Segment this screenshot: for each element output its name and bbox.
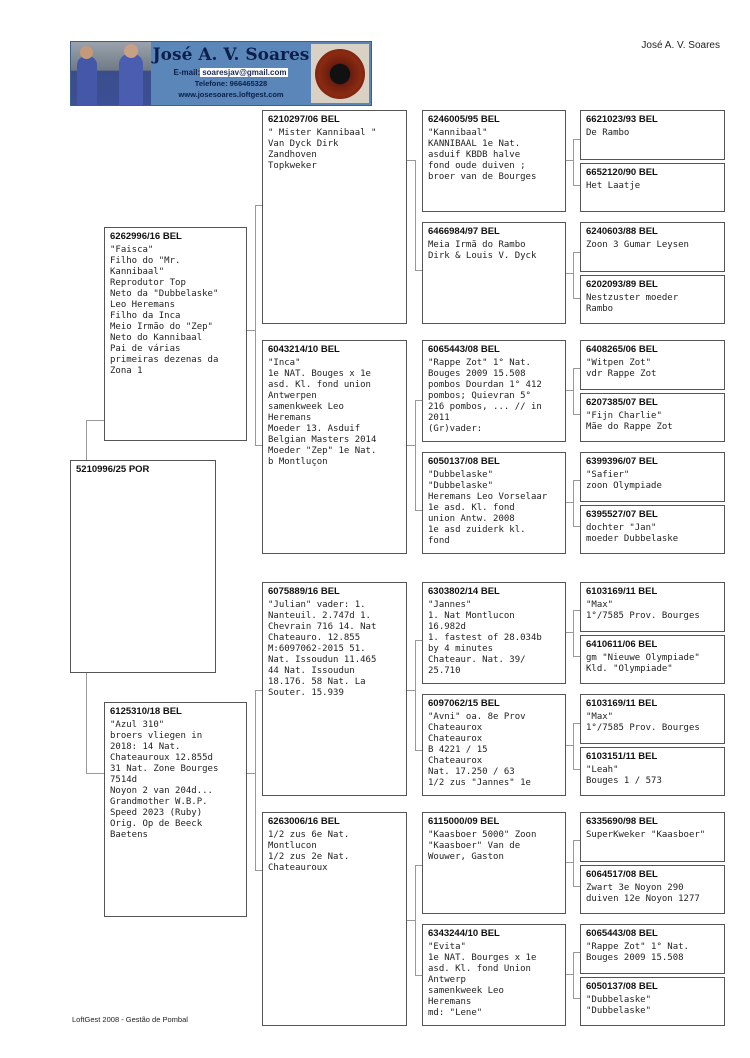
- ring-number: 6207385/07 BEL: [586, 397, 658, 408]
- pigeon-info: Zoon 3 Gumar Leysen: [586, 240, 689, 250]
- banner-email: [151, 68, 311, 78]
- ring-number: 6466984/97 BEL: [428, 226, 500, 237]
- pigeon-info: "Kannibaal" KANNIBAAL 1e Nat. asduif KBDB halve fond oude duiven ; broer van de Bourges: [428, 128, 537, 182]
- pigeon-info: Zwart 3e Noyon 290 duiven 12e Noyon 1277: [586, 883, 700, 904]
- pigeon-info: De Rambo: [586, 128, 630, 138]
- header-breeder-name: José A. V. Soares: [641, 40, 720, 51]
- pedigree-dddd[interactable]: [580, 977, 725, 1026]
- ring-number: 6343244/10 BEL: [428, 928, 500, 939]
- pigeon-info: "Julian" vader: 1. Nanteuil. 2.747d 1. Chevrain 716 14. Nat Chateauro. 12.855 M:6097062-2015 51. Nat. Issoudun 11.465 44 Nat. Issoudun 18.176. 58 Nat. La Souter. 15.939: [268, 600, 377, 698]
- footer-text: LoftGest 2008 - Gestão de Pombal: [72, 1015, 188, 1024]
- ring-number: 6103169/11 BEL: [586, 698, 658, 709]
- pigeon-info: "Fijn Charlie" Mãe do Rappe Zot: [586, 411, 673, 432]
- pedigree-sdss[interactable]: [580, 340, 725, 390]
- pigeon-info: "Evita" 1e NAT. Bourges x 1e asd. Kl. fond Union Antwerp samenkweek Leo Heremans md: "Lene": [428, 942, 537, 1018]
- ring-number: 6240603/88 BEL: [586, 226, 658, 237]
- ring-number: 6125310/18 BEL: [110, 706, 182, 717]
- ring-number: 6410611/06 BEL: [586, 639, 658, 650]
- ring-number: 6075889/16 BEL: [268, 586, 340, 597]
- pedigree-sssd[interactable]: [580, 163, 725, 212]
- breeders-photo: [71, 42, 151, 105]
- pigeon-info: "Azul 310" broers vliegen in 2018: 14 Nat. Chateauroux 12.855d 31 Nat. Zone Bourges 7514d Noyon 2 van 204d... Grandmother W.B.P. Speed 2023 (Ruby) Orig. Op de Beeck Baetens: [110, 720, 219, 840]
- pedigree-dssd[interactable]: [580, 635, 725, 684]
- banner-text-area: [151, 42, 311, 105]
- ring-number: 6652120/90 BEL: [586, 167, 658, 178]
- banner-phone: Telefone: 966465328: [194, 79, 268, 88]
- ring-number: 6399396/07 BEL: [586, 456, 658, 467]
- pigeon-info: "Inca" 1e NAT. Bouges x 1e asd. Kl. fond union Antwerpen samenkweek Leo Heremans Moeder 13. Asduif Belgian Masters 2014 Moeder "Zep" 1e Nat. b Montluçon: [268, 358, 377, 467]
- pedigree-sss[interactable]: [422, 110, 566, 212]
- pigeon-info: "Dubbelaske" "Dubbelaske": [586, 995, 652, 1016]
- pigeon-eye-image: [311, 44, 369, 103]
- pedigree-subject[interactable]: [70, 460, 216, 673]
- pigeon-info: Meia Irmã do Rambo Dirk & Louis V. Dyck: [428, 240, 537, 261]
- pedigree-ssss[interactable]: [580, 110, 725, 160]
- ring-number: 6303802/14 BEL: [428, 586, 500, 597]
- pedigree-dam[interactable]: [104, 702, 247, 917]
- pigeon-info: "Kaasboer 5000" Zoon "Kaasboer" Van de Wouwer, Gaston: [428, 830, 537, 862]
- pedigree-dam-dam[interactable]: [262, 812, 407, 1026]
- ring-number: 6262996/16 BEL: [110, 231, 182, 242]
- ring-number: 6043214/10 BEL: [268, 344, 340, 355]
- ring-number: 6115000/09 BEL: [428, 816, 500, 827]
- pigeon-info: "Leah" Bouges 1 / 573: [586, 765, 662, 786]
- ring-number: 6335690/98 BEL: [586, 816, 658, 827]
- email-label: E-mail:: [173, 68, 201, 77]
- pedigree-ssds[interactable]: [580, 222, 725, 272]
- ring-number: 6210297/06 BEL: [268, 114, 340, 125]
- pigeon-info: SuperKweker "Kaasboer": [586, 830, 706, 840]
- ring-number: 6621023/93 BEL: [586, 114, 658, 125]
- ring-number: 6103151/11 BEL: [586, 751, 658, 762]
- pedigree-ddsd[interactable]: [580, 865, 725, 914]
- ring-number: 6395527/07 BEL: [586, 509, 658, 520]
- ring-number: 6064517/08 BEL: [586, 869, 658, 880]
- pedigree-sds[interactable]: [422, 340, 566, 442]
- ring-number: 6103169/11 BEL: [586, 586, 658, 597]
- pedigree-ssd[interactable]: [422, 222, 566, 324]
- pedigree-dsdd[interactable]: [580, 747, 725, 796]
- breeder-banner: [70, 41, 372, 106]
- pigeon-info: Het Laatje: [586, 181, 641, 191]
- pigeon-info: "Faisca" Filho do "Mr. Kannibaal" Reprodutor Top Neto da "Dubbelaske" Leo Heremans Filho da Inca Meio Irmão do "Zep" Neto do Kannibaal Pai de várias primeiras dezenas da Zona 1: [110, 245, 219, 376]
- pedigree-ssdd[interactable]: [580, 275, 725, 324]
- ring-number: 6202093/89 BEL: [586, 279, 658, 290]
- ring-number: 5210996/25 POR: [76, 464, 150, 475]
- email-link[interactable]: soaresjav@gmail.com: [202, 68, 287, 77]
- pigeon-info: dochter "Jan" moeder Dubbelaske: [586, 523, 679, 544]
- pigeon-info: "Rappe Zot" 1° Nat. Bouges 2009 15.508: [586, 942, 689, 963]
- pigeon-info: "Avni" oa. 8e Prov Chateaurox Chateaurox B 4221 / 15 Chateaurox Nat. 17.250 / 63 1/2 zus "Jannes" 1e: [428, 712, 531, 788]
- pigeon-info: Nestzuster moeder Rambo: [586, 293, 679, 314]
- ring-number: 6065443/08 BEL: [428, 344, 500, 355]
- pedigree-ddss[interactable]: [580, 812, 725, 862]
- pigeon-info: " Mister Kannibaal " Van Dyck Dirk Zandhoven Topkweker: [268, 128, 377, 171]
- pigeon-info: "Rappe Zot" 1° Nat. Bouges 2009 15.508 pombos Dourdan 1° 412 pombos; Quievran 5° 216 pombos, ... // in 2011 (Gr)vader:: [428, 358, 542, 434]
- pigeon-info: "Max" 1°/7585 Prov. Bourges: [586, 600, 700, 621]
- ring-number: 6408265/06 BEL: [586, 344, 658, 355]
- pedigree-sddd[interactable]: [580, 505, 725, 554]
- ring-number: 6050137/08 BEL: [428, 456, 500, 467]
- pedigree-sdsd[interactable]: [580, 393, 725, 442]
- pedigree-dsd[interactable]: [422, 694, 566, 796]
- pigeon-info: "Dubbelaske" "Dubbelaske" Heremans Leo Vorselaar 1e asd. Kl. fond union Antw. 2008 1e asd zuiderk kl. fond: [428, 470, 548, 546]
- banner-name: José A. V. Soares: [152, 45, 310, 65]
- ring-number: 6097062/15 BEL: [428, 698, 500, 709]
- pedigree-dam-sire[interactable]: [262, 582, 407, 796]
- pigeon-info: "Witpen Zot" vdr Rappe Zot: [586, 358, 657, 379]
- pedigree-ddds[interactable]: [580, 924, 725, 974]
- ring-number: 6050137/08 BEL: [586, 981, 658, 992]
- pedigree-dss[interactable]: [422, 582, 566, 684]
- pedigree-ddd[interactable]: [422, 924, 566, 1026]
- pedigree-dsds[interactable]: [580, 694, 725, 744]
- pedigree-sire[interactable]: [104, 227, 247, 441]
- pedigree-sire-sire[interactable]: [262, 110, 407, 324]
- ring-number: 6065443/08 BEL: [586, 928, 658, 939]
- pigeon-info: "Jannes" 1. Nat Montlucon 16.982d 1. fastest of 28.034b by 4 minutes Chateaur. Nat. 39/ 25.710: [428, 600, 542, 676]
- ring-number: 6246005/95 BEL: [428, 114, 500, 125]
- ring-number: 6263006/16 BEL: [268, 816, 340, 827]
- pigeon-info: "Max" 1°/7585 Prov. Bourges: [586, 712, 700, 733]
- pigeon-info: gm "Nieuwe Olympiade" Kld. "Olympiade": [586, 653, 700, 674]
- pedigree-sdds[interactable]: [580, 452, 725, 502]
- pedigree-sire-dam[interactable]: [262, 340, 407, 554]
- banner-website[interactable]: www.josesoares.loftgest.com: [178, 90, 284, 99]
- pigeon-info: "Safier" zoon Olympiade: [586, 470, 662, 491]
- pedigree-dds[interactable]: [422, 812, 566, 914]
- pedigree-sdd[interactable]: [422, 452, 566, 554]
- pigeon-info: 1/2 zus 6e Nat. Montlucon 1/2 zus 2e Nat. Chateauroux: [268, 830, 350, 873]
- pedigree-dsss[interactable]: [580, 582, 725, 632]
